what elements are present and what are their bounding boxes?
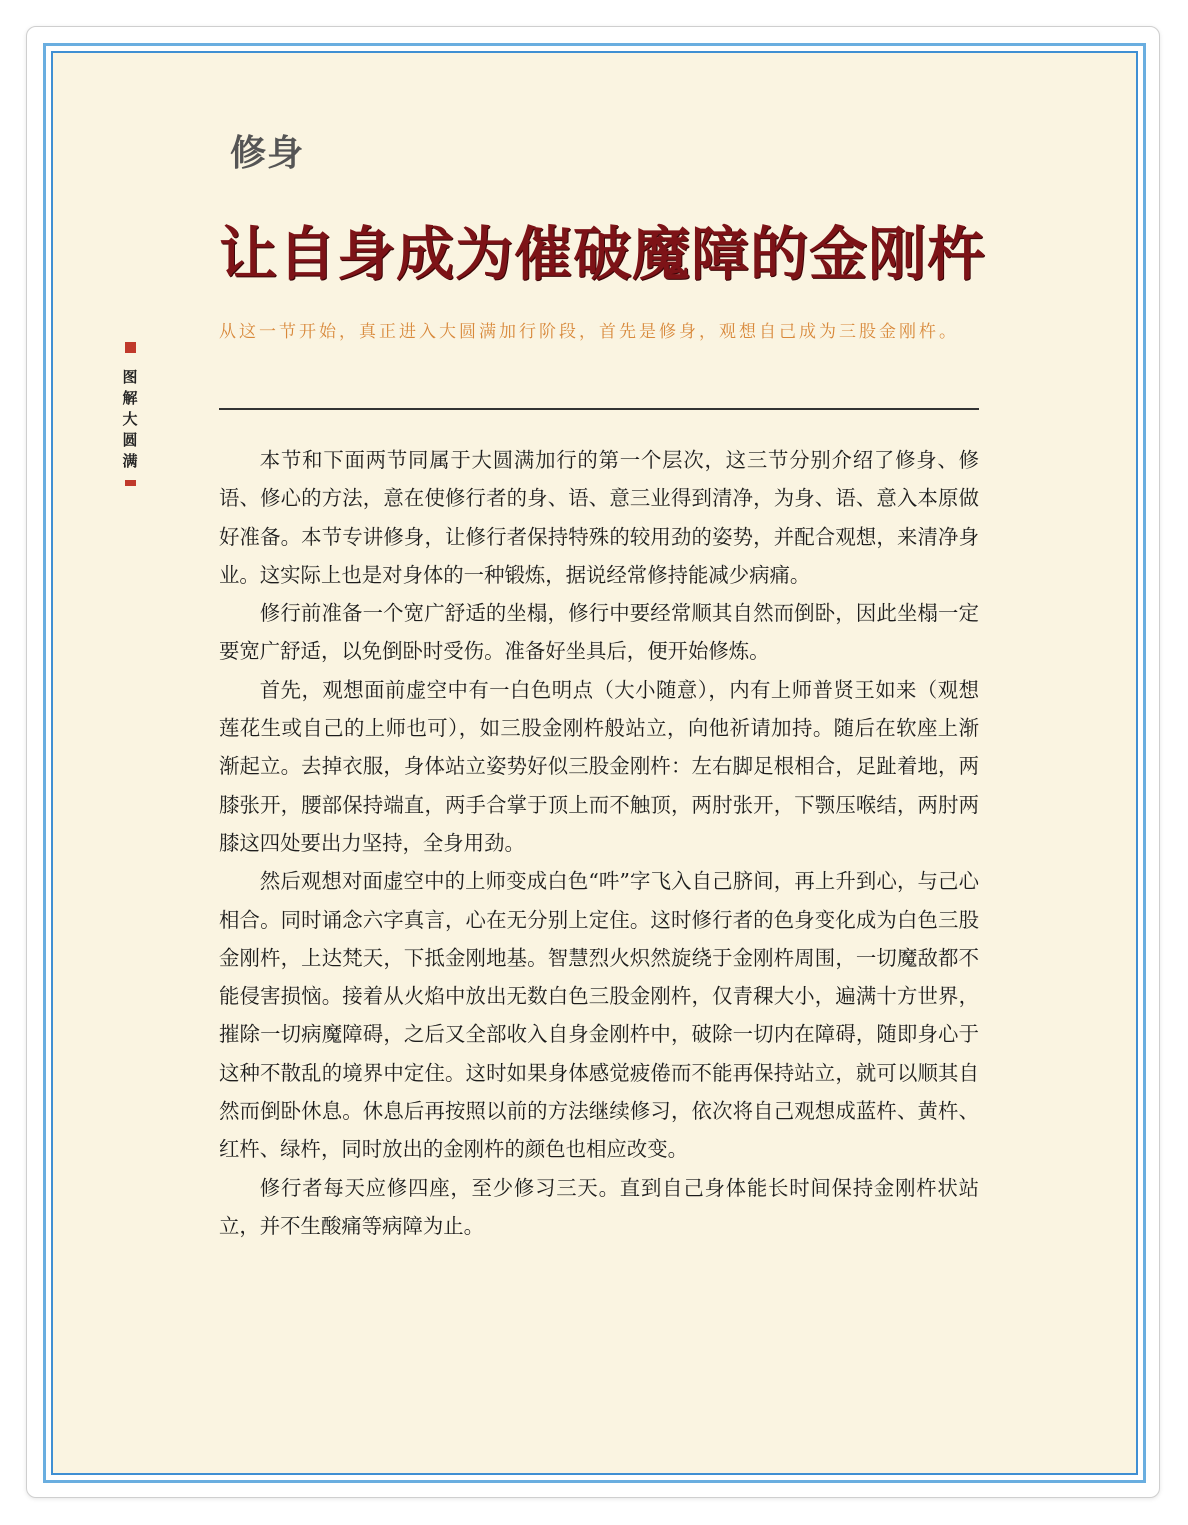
side-tab-bottom-marker — [125, 480, 136, 486]
paragraph: 然后观想对面虚空中的上师变成白色“吽”字飞入自己脐间，再上升到心，与己心相合。同时诵念六字真言，心在无分别上定住。这时修行者的色身变化成为白色三股金刚杵，上达梵天，下抵金刚地基。智慧烈火炽然旋绕于金刚杵周围，一切魔敌都不能侵害损恼。接着从火焰中放出无数白色三股金刚杵，仅青稞大小，遍满十方世界，摧除一切病魔障碍，之后又全部收入自身金刚杵中，破除一切内在障碍，随即身心于这种不散乱的境界中定住。这时如果身体感觉疲倦而不能再保持站立，就可以顺其自然而倒卧休息。休息后再按照以前的方法继续修习，依次将自己观想成蓝杵、黄杵、红杵、绿杵，同时放出的金刚杵的颜色也相应改变。 — [219, 869, 979, 1162]
paragraph: 修行者每天应修四座，至少修习三天。直到自己身体能长时间保持金刚杵状站立，并不生酸痛等病障为止。 — [219, 1175, 979, 1238]
section-label: 修身 — [230, 133, 305, 174]
side-tab-label: 图解大圆满 — [122, 368, 138, 470]
lead-paragraph: 从这一节开始，真正进入大圆满加行阶段，首先是修身，观想自己成为三股金刚杵。 — [219, 322, 959, 342]
body-text — [219, 441, 979, 1245]
paragraph: 本节和下面两节同属于大圆满加行的第一个层次，这三节分别介绍了修身、修语、修心的方法，意在使修行者的身、语、意三业得到清净，为身、语、意入本原做好准备。本节专讲修身，让修行者保持特殊的较用劲的姿势，并配合观想，来清净身业。这实际上也是对身体的一种锻炼，据说经常修持能减少病痛。 — [219, 448, 979, 587]
page-title: 让自身成为催破魔障的金刚杵 — [219, 220, 987, 288]
side-tab — [119, 342, 141, 486]
book-page — [51, 51, 1138, 1475]
paragraph: 修行前准备一个宽广舒适的坐榻，修行中要经常顺其自然而倒卧，因此坐榻一定要宽广舒适，以免倒卧时受伤。准备好坐具后，便开始修炼。 — [219, 601, 979, 664]
divider-rule — [219, 408, 979, 410]
paragraph: 首先，观想面前虚空中有一白色明点（大小随意），内有上师普贤王如来（观想莲花生或自己的上师也可），如三股金刚杵般站立，向他祈请加持。随后在软座上渐渐起立。去掉衣服，身体站立姿势好似三股金刚杵：左右脚足根相合，足趾着地，两膝张开，腰部保持端直，两手合掌于顶上而不触顶，两肘张开，下颚压喉结，两肘两膝这四处要出力坚持，全身用劲。 — [219, 677, 979, 855]
side-tab-top-marker — [125, 342, 136, 353]
